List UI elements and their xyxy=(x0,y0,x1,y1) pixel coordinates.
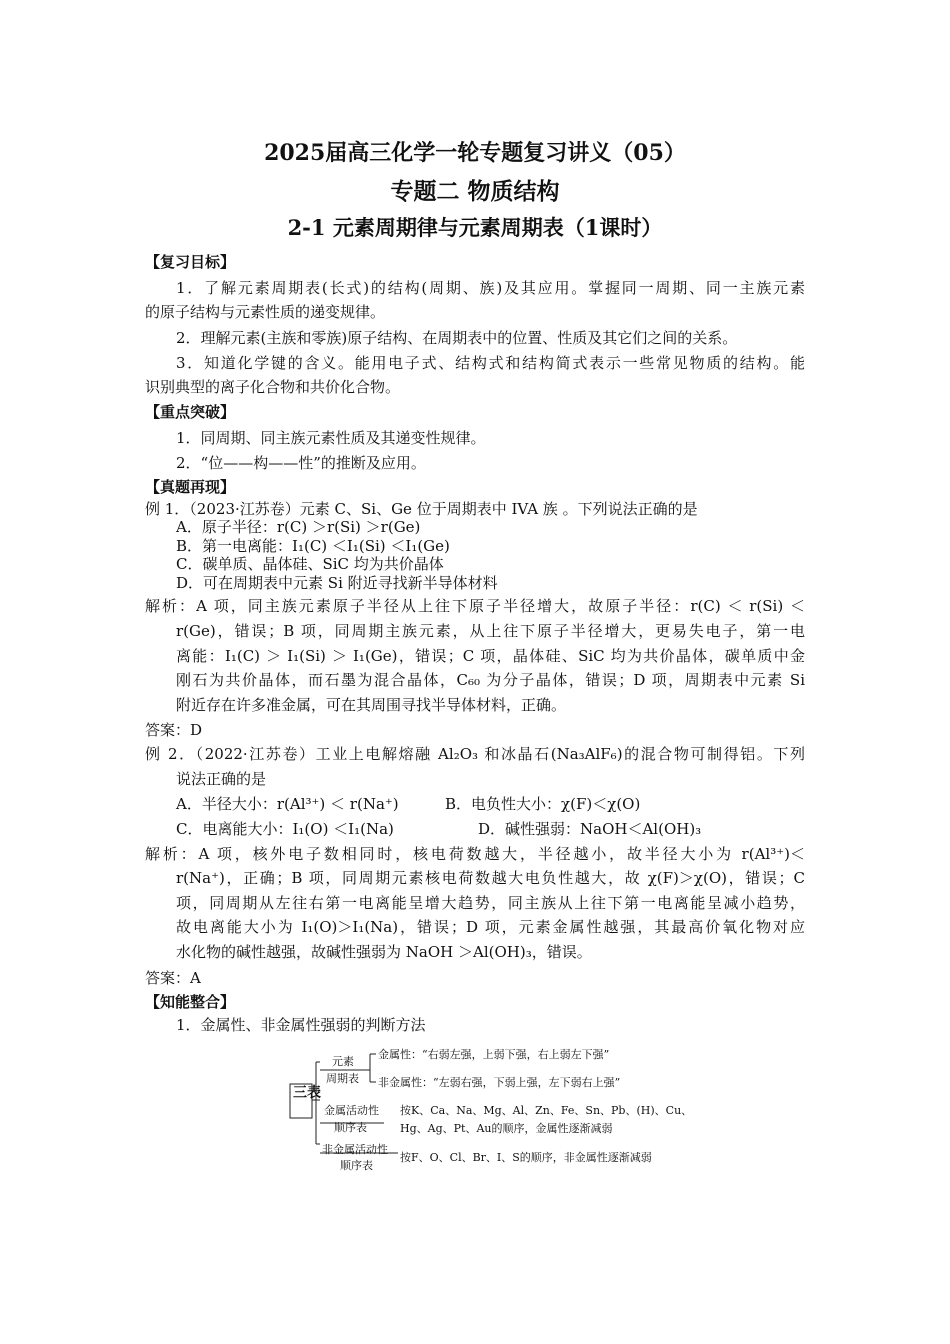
diagram-metal-series-b: 顺序表 xyxy=(334,1121,367,1134)
diagram-metal-series-a: 金属活动性 xyxy=(324,1104,379,1117)
ex2-option-b: B．电负性大小：χ(F)＜χ(O) xyxy=(445,795,641,813)
ex1-analysis-2: r(Ge)，错误；B 项，同周期主族元素，从上往下原子半径增大，更易失电子，第一电 xyxy=(176,622,805,640)
ex1-analysis-5: 附近存在许多准金属，可在其周围寻找半导体材料，正确。 xyxy=(176,696,567,714)
diagram-nonmetal-series-text: 按F、O、Cl、Br、I、S的顺序，非金属性逐渐减弱 xyxy=(400,1151,652,1164)
diagram-metal-series-text-1: 按K、Ca、Na、Mg、Al、Zn、Fe、Sn、Pb、(H)、Cu、 xyxy=(400,1104,693,1117)
ex2-analysis-2: r(Na⁺)，正确；B 项，同周期元素核电荷数越大电负性越大，故 χ(F)＞χ(O)，错误；C xyxy=(176,869,805,887)
ex2-analysis-1: 解析：A 项，核外电子数相同时，核电荷数越大，半径越小，故半径大小为 r(Al³⁺)＜ xyxy=(145,845,805,863)
topic-title: 专题二 物质结构 xyxy=(390,178,560,205)
ex2-analysis-5: 水化物的碱性越强，故碱性强弱为 NaOH ＞Al(OH)₃，错误。 xyxy=(176,943,592,961)
goal-1b: 的原子结构与元素性质的递变规律。 xyxy=(145,303,386,321)
ex1-answer: 答案：D xyxy=(145,721,203,739)
ex2-option-c: C．电离能大小：I₁(O) ＜I₁(Na) xyxy=(176,820,394,838)
integrate-heading: 【知能整合】 xyxy=(145,993,236,1011)
ex2-stem-1: 例 2．（2022·江苏卷）工业上电解熔融 Al₂O₃ 和冰晶石(Na₃AlF₆)的混合物可制得铝。下列 xyxy=(145,745,805,763)
ex1-analysis-1: 解析：A 项，同主族元素原子半径从上往下原子半径增大，故原子半径：r(C) ＜ r(Si) ＜ xyxy=(145,597,805,615)
ex2-analysis-4: 故电离能大小为 I₁(O)＞I₁(Na)，错误；D 项，元素金属性越强，其最高价氧化物对应 xyxy=(176,918,805,936)
ex1-option-b: B．第一电离能：I₁(C) ＜I₁(Si) ＜I₁(Ge) xyxy=(176,537,450,555)
diagram-nonmetal-rule: 非金属性：“左弱右强，下弱上强，左下弱右上强” xyxy=(378,1076,621,1089)
ex2-option-a: A．半径大小：r(Al³⁺) ＜ r(Na⁺) xyxy=(176,795,399,813)
ex1-option-c: C．碳单质、晶体硅、SiC 均为共价晶体 xyxy=(176,555,444,573)
ex1-analysis-4: 刚石为共价晶体，而石墨为混合晶体，C₆₀ 为分子晶体，错误；D 项，周期表中元素 Si xyxy=(176,671,805,689)
diagram-nonmetal-series-b: 顺序表 xyxy=(340,1159,373,1172)
main-title: 2025届高三化学一轮专题复习讲义（05） xyxy=(264,140,686,166)
ex2-analysis-3: 项，同周期从左往右第一电离能呈增大趋势，同主族从上往下第一电离能呈减小趋势， xyxy=(176,894,805,912)
ex1-option-d: D．可在周期表中元素 Si 附近寻找新半导体材料 xyxy=(176,574,498,592)
diagram-periodic-b: 周期表 xyxy=(326,1072,359,1085)
focus-1: 1．同周期、同主族元素性质及其递变性规律。 xyxy=(176,429,486,447)
ex2-option-d: D．碱性强弱：NaOH＜Al(OH)₃ xyxy=(478,820,702,838)
exam-heading: 【真题再现】 xyxy=(145,478,236,496)
goal-3b: 识别典型的离子化合物和共价化合物。 xyxy=(145,378,401,396)
ex1-stem: 例 1．（2023·江苏卷）元素 C、Si、Ge 位于周期表中 IVA 族 。下列说法正确的是 xyxy=(145,500,698,518)
goal-1a: 1．了解元素周期表(长式)的结构(周期、族)及其应用。掌握同一周期、同一主族元素 xyxy=(176,279,805,297)
focus-heading: 【重点突破】 xyxy=(145,403,236,421)
goal-3a: 3．知道化学键的含义。能用电子式、结构式和结构简式表示一些常见物质的结构。能 xyxy=(176,354,805,372)
diagram-metal-series-text-2: Hg、Ag、Pt、Au的顺序，金属性逐渐减弱 xyxy=(400,1122,613,1135)
diagram-periodic-a: 元素 xyxy=(332,1055,354,1068)
ex1-option-a: A．原子半径：r(C) ＞r(Si) ＞r(Ge) xyxy=(176,518,421,536)
focus-2: 2．“位——构——性”的推断及应用。 xyxy=(176,454,426,472)
goal-2: 2．理解元素(主族和零族)原子结构、在周期表中的位置、性质及其它们之间的关系。 xyxy=(176,329,738,347)
three-tables-diagram xyxy=(286,1040,693,1175)
integrate-item-1: 1．金属性、非金属性强弱的判断方法 xyxy=(176,1016,426,1034)
diagram-root: 三表 xyxy=(293,1085,321,1101)
diagram-metal-rule: 金属性：“右弱左强，上弱下强，右上弱左下强” xyxy=(378,1048,610,1061)
goals-heading: 【复习目标】 xyxy=(145,253,236,271)
ex1-analysis-3: 离能：I₁(C) ＞ I₁(Si) ＞ I₁(Ge)，错误；C 项，晶体硅、SiC 均为共价晶体，碳单质中金 xyxy=(176,647,805,665)
ex2-answer: 答案：A xyxy=(145,969,201,987)
lesson-title: 2-1 元素周期律与元素周期表（1课时） xyxy=(287,215,663,240)
diagram-nonmetal-series-a: 非金属活动性 xyxy=(322,1143,388,1156)
ex2-stem-2: 说法正确的是 xyxy=(176,770,267,788)
